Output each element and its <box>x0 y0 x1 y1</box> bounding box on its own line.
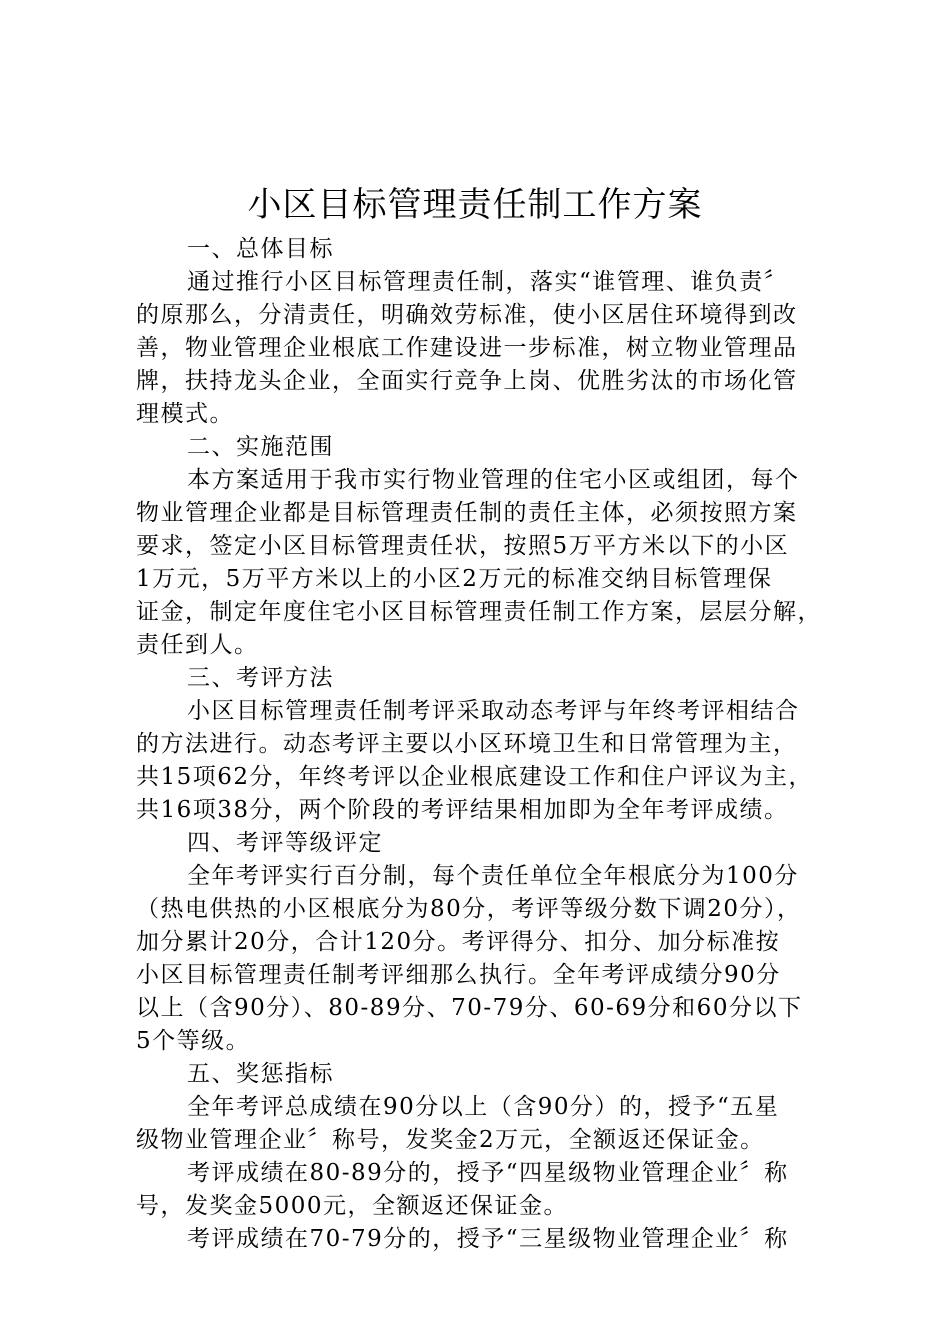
paragraph-line: 责任到人。 <box>136 632 259 658</box>
paragraph-line: 物业管理企业都是目标管理责任制的责任主体，必须按照方案 <box>136 500 798 526</box>
paragraph-line: 要求，签定小区目标管理责任状，按照5万平方米以下的小区 <box>136 533 790 559</box>
paragraph-line: 小区目标管理责任制考评细那么执行。全年考评成绩分90分 <box>136 962 781 988</box>
paragraph-line: 的原那么，分清责任，明确效劳标准，使小区居住环境得到改 <box>136 302 798 328</box>
paragraph-line: 理模式。 <box>136 401 234 427</box>
section-heading-5: 五、奖惩指标 <box>187 1061 334 1087</box>
paragraph-line: 善，物业管理企业根底工作建设进一步标准，树立物业管理品 <box>136 335 798 361</box>
paragraph-line: 全年考评总成绩在90分以上（含90分）的，授予“五星 <box>187 1094 780 1120</box>
paragraph-line: 考评成绩在80-89分的，授予“四星级物业管理企业〞称 <box>187 1160 789 1186</box>
paragraph-line: 牌，扶持龙头企业，全面实行竞争上岗、优胜劣汰的市场化管 <box>136 368 798 394</box>
paragraph-line: 的方法进行。动态考评主要以小区环境卫生和日常管理为主， <box>136 731 798 757</box>
paragraph-line: 以上（含90分）、80-89分、70-79分、60-69分和60分以下 <box>136 995 803 1021</box>
paragraph-line: 共16项38分，两个阶段的考评结果相加即为全年考评成绩。 <box>136 797 789 823</box>
document-title: 小区目标管理责任制工作方案 <box>247 185 703 225</box>
section-heading-3: 三、考评方法 <box>187 665 334 691</box>
paragraph-line: 5个等级。 <box>136 1028 251 1054</box>
paragraph-line: 小区目标管理责任制考评采取动态考评与年终考评相结合 <box>187 698 800 724</box>
paragraph-line: 通过推行小区目标管理责任制，落实“谁管理、谁负责〞 <box>187 269 789 295</box>
paragraph-line: （热电供热的小区根底分为80分，考评等级分数下调20分）， <box>136 896 802 922</box>
section-heading-4: 四、考评等级评定 <box>187 830 383 856</box>
section-heading-2: 二、实施范围 <box>187 434 334 460</box>
paragraph-line: 全年考评实行百分制，每个责任单位全年根底分为100分 <box>187 863 799 889</box>
paragraph-line: 证金，制定年度住宅小区目标管理责任制工作方案，层层分解， <box>136 599 822 625</box>
paragraph-line: 1万元，5万平方米以上的小区2万元的标准交纳目标管理保 <box>136 566 773 592</box>
paragraph-line: 级物业管理企业〞称号，发奖金2万元，全额返还保证金。 <box>136 1127 765 1153</box>
paragraph-line: 号，发奖金5000元，全额返还保证金。 <box>136 1193 569 1219</box>
paragraph-line: 考评成绩在70-79分的，授予“三星级物业管理企业〞称 <box>187 1226 789 1252</box>
section-heading-1: 一、总体目标 <box>187 236 334 262</box>
paragraph-line: 本方案适用于我市实行物业管理的住宅小区或组团，每个 <box>187 467 800 493</box>
paragraph-line: 共15项62分，年终考评以企业根底建设工作和住户评议为主， <box>136 764 814 790</box>
paragraph-line: 加分累计20分，合计120分。考评得分、扣分、加分标准按 <box>136 929 781 955</box>
